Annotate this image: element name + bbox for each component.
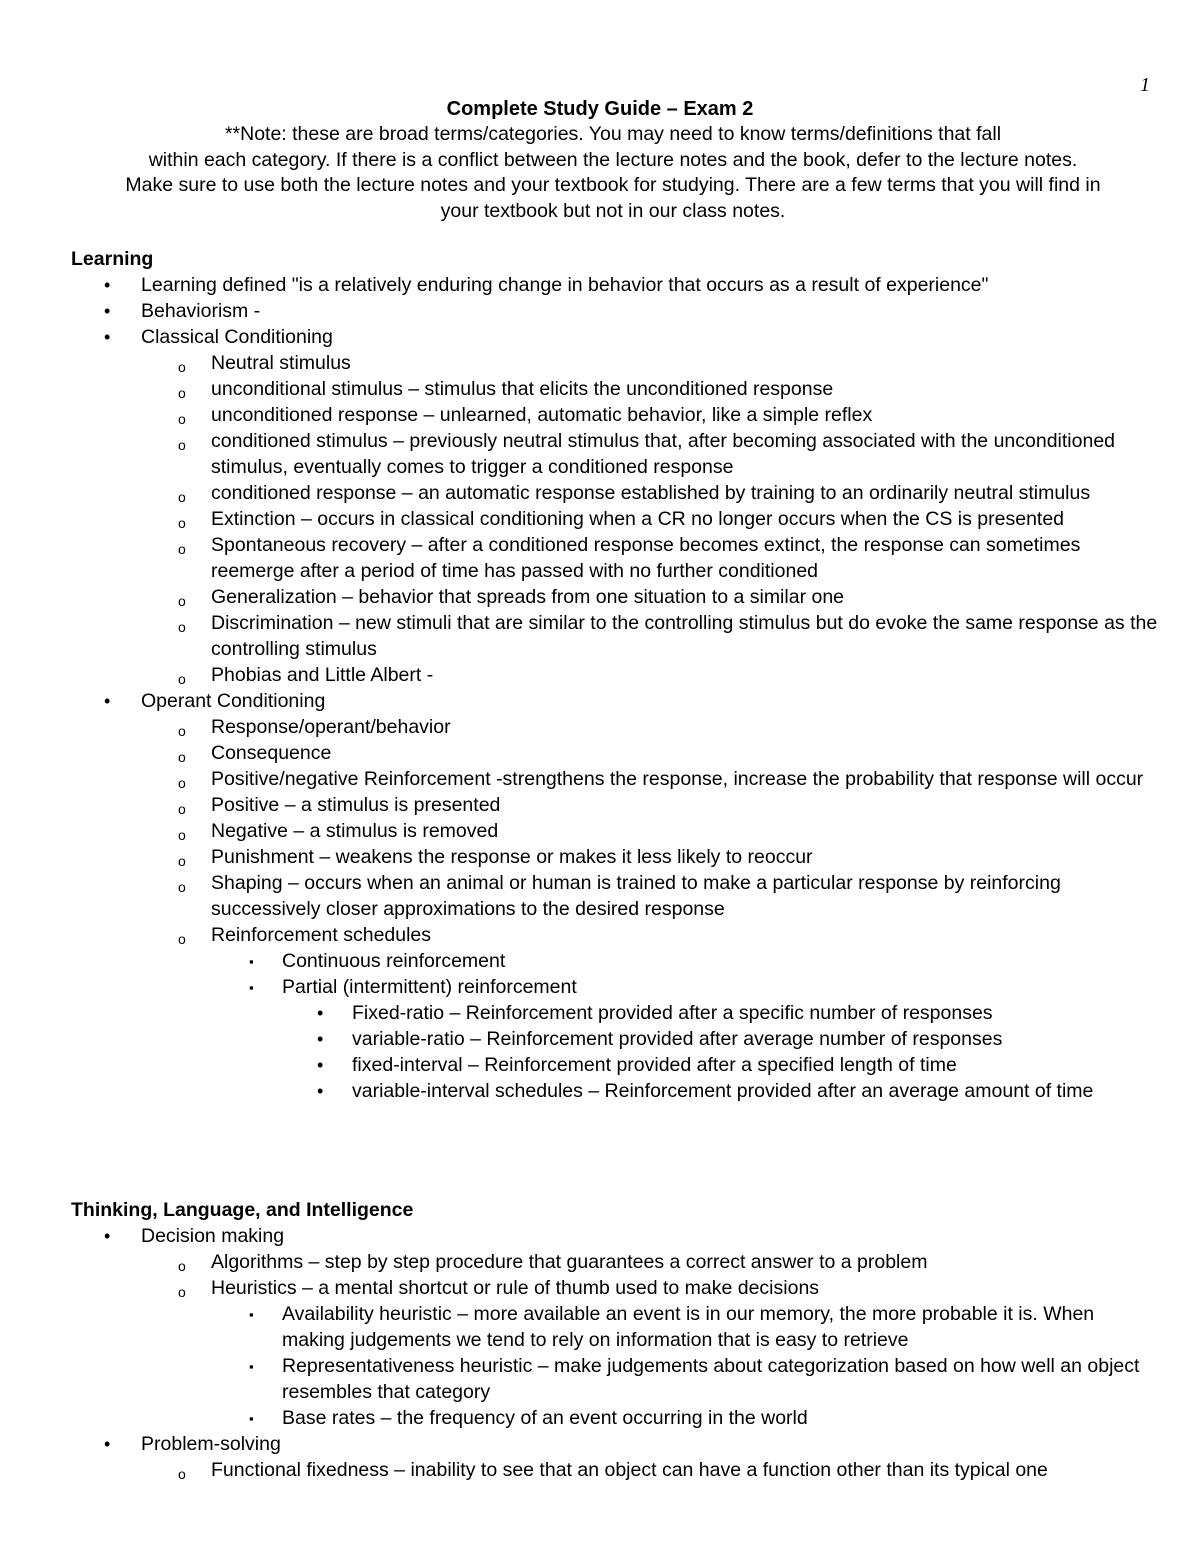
intro-line: Make sure to use both the lecture notes and your textbook for studying. There are a few terms that you will find in (125, 174, 1101, 196)
intro-line: your textbook but not in our class notes. (440, 199, 786, 222)
list-item (0, 662, 1200, 688)
list-item (0, 1052, 1200, 1078)
section-heading-thinking: Thinking, Language, and Intelligence (71, 1199, 414, 1221)
list-item-text: Positive – a stimulus is presented (211, 794, 501, 816)
list-item-text: Base rates – the frequency of an event occurring in the world (282, 1407, 808, 1429)
list-item (0, 1301, 1200, 1353)
bullet-icon: o (178, 515, 186, 531)
list-item (0, 974, 1200, 1000)
bullet-icon: • (104, 327, 111, 347)
list-item-text: conditioned response – an automatic response established by training to an ordinarily neutral stimulus (211, 482, 1091, 504)
list-item-text: Response/operant/behavior (211, 716, 451, 738)
list-item-text: Extinction – occurs in classical conditioning when a CR no longer occurs when the CS is presented (211, 508, 1065, 530)
bullet-icon: o (178, 437, 186, 453)
bullet-icon: o (178, 853, 186, 869)
list-item (0, 1457, 1200, 1483)
list-item-text: Classical Conditioning (141, 326, 333, 348)
learning-list (0, 272, 1200, 1104)
intro-line: **Note: these are broad terms/categories. You may need to know terms/definitions that fall (224, 123, 1002, 145)
bullet-icon: o (178, 385, 186, 401)
bullet-icon: o (178, 879, 186, 895)
list-item (0, 324, 1200, 350)
list-item (0, 1431, 1200, 1457)
bullet-icon: o (178, 1466, 186, 1482)
list-item (0, 532, 1200, 584)
list-item-text: variable-ratio – Reinforcement provided after average number of responses (352, 1028, 1003, 1050)
list-item-text: Spontaneous recovery – after a conditioned response becomes extinct, the response can sometimes reemerge after a period of time has passed with no further conditioned (211, 534, 1081, 582)
list-item-text: conditioned stimulus – previously neutral stimulus that, after becoming associated with the unconditioned stimulus, eventually comes to trigger a conditioned response (211, 430, 1116, 478)
list-item (0, 688, 1200, 714)
bullet-icon: o (178, 749, 186, 765)
bullet-icon: • (317, 1081, 324, 1101)
bullet-icon: • (104, 301, 111, 321)
document-title: Complete Study Guide – Exam 2 (446, 98, 754, 120)
intro-line: within each category. If there is a conflict between the lecture notes and the book, defer to the lecture notes. (148, 148, 1078, 171)
bullet-icon: o (178, 619, 186, 635)
section-heading-learning: Learning (71, 248, 154, 270)
list-item (0, 1000, 1200, 1026)
bullet-icon: ▪ (249, 980, 254, 995)
list-item (0, 298, 1200, 324)
list-item (0, 584, 1200, 610)
list-item-text: Neutral stimulus (211, 352, 351, 374)
list-item-text: Punishment – weakens the response or makes it less likely to reoccur (211, 846, 813, 868)
bullet-icon: ▪ (249, 1411, 254, 1426)
list-item-text: Discrimination – new stimuli that are similar to the controlling stimulus but do evoke the same response as the controlling stimulus (211, 612, 1158, 660)
list-item (0, 1275, 1200, 1301)
bullet-icon: • (104, 1226, 111, 1246)
bullet-icon: o (178, 827, 186, 843)
bullet-icon: • (104, 275, 111, 295)
list-item (0, 272, 1200, 298)
intro-note (60, 122, 1166, 224)
bullet-icon: • (104, 691, 111, 711)
bullet-icon: o (178, 593, 186, 609)
list-item-text: Phobias and Little Albert - (211, 664, 434, 686)
list-item-text: variable-interval schedules – Reinforcement provided after an average amount of time (352, 1080, 1094, 1102)
bullet-icon: ▪ (249, 954, 254, 969)
list-item-text: Heuristics – a mental shortcut or rule of thumb used to make decisions (211, 1277, 820, 1299)
bullet-icon: o (178, 359, 186, 375)
bullet-icon: ▪ (249, 1359, 254, 1374)
list-item-text: Functional fixedness – inability to see that an object can have a function other than its typical one (211, 1459, 1048, 1481)
list-item-text: Fixed-ratio – Reinforcement provided after a specific number of responses (352, 1002, 993, 1024)
list-item-text: Representativeness heuristic – make judgements about categorization based on how well an object resembles that category (282, 1355, 1140, 1403)
list-item (0, 1026, 1200, 1052)
list-item (0, 610, 1200, 662)
bullet-icon: • (317, 1003, 324, 1023)
list-item-text: Availability heuristic – more available an event is in our memory, the more probable it is. When making judgements we tend to rely on information that is easy to retrieve (282, 1303, 1095, 1351)
list-item (0, 350, 1200, 376)
bullet-icon: o (178, 671, 186, 687)
list-item-text: Generalization – behavior that spreads from one situation to a similar one (211, 586, 845, 608)
list-item (0, 506, 1200, 532)
list-item-text: Problem-solving (141, 1433, 281, 1455)
list-item-text: Behaviorism - (141, 300, 261, 322)
list-item (0, 740, 1200, 766)
list-item-text: fixed-interval – Reinforcement provided after a specified length of time (352, 1054, 957, 1076)
bullet-icon: o (178, 489, 186, 505)
bullet-icon: • (317, 1055, 324, 1075)
bullet-icon: o (178, 801, 186, 817)
bullet-icon: o (178, 931, 186, 947)
bullet-icon: o (178, 1258, 186, 1274)
list-item (0, 480, 1200, 506)
bullet-icon: • (317, 1029, 324, 1049)
list-item-text: Reinforcement schedules (211, 924, 432, 946)
list-item (0, 948, 1200, 974)
list-item (0, 402, 1200, 428)
list-item-text: Operant Conditioning (141, 690, 326, 712)
list-item (0, 766, 1200, 792)
list-item-text: Continuous reinforcement (282, 950, 506, 972)
list-item-text: unconditioned response – unlearned, automatic behavior, like a simple reflex (211, 404, 873, 426)
list-item-text: unconditional stimulus – stimulus that elicits the unconditioned response (211, 378, 834, 400)
list-item-text: Consequence (211, 742, 332, 764)
list-item (0, 376, 1200, 402)
thinking-list (0, 1223, 1200, 1483)
list-item (0, 714, 1200, 740)
bullet-icon: o (178, 411, 186, 427)
bullet-icon: o (178, 775, 186, 791)
list-item (0, 870, 1200, 922)
list-item (0, 844, 1200, 870)
bullet-icon: • (104, 1434, 111, 1454)
list-item-text: Partial (intermittent) reinforcement (282, 976, 577, 998)
list-item-text: Decision making (141, 1225, 285, 1247)
bullet-icon: o (178, 1284, 186, 1300)
bullet-icon: o (178, 723, 186, 739)
list-item-text: Positive/negative Reinforcement -strengthens the response, increase the probability that response will occur (211, 768, 1144, 790)
list-item (0, 818, 1200, 844)
list-item (0, 792, 1200, 818)
list-item (0, 428, 1200, 480)
list-item (0, 1249, 1200, 1275)
list-item (0, 922, 1200, 948)
page-number: 1 (1140, 74, 1150, 96)
list-item-text: Negative – a stimulus is removed (211, 820, 499, 842)
list-item (0, 1223, 1200, 1249)
bullet-icon: o (178, 541, 186, 557)
list-item-text: Algorithms – step by step procedure that guarantees a correct answer to a problem (211, 1251, 928, 1273)
list-item-text: Learning defined "is a relatively enduring change in behavior that occurs as a result of experience" (141, 274, 989, 296)
list-item (0, 1078, 1200, 1104)
list-item (0, 1405, 1200, 1431)
list-item (0, 1353, 1200, 1405)
list-item-text: Shaping – occurs when an animal or human is trained to make a particular response by reinforcing successively closer approximations to the desired response (211, 872, 1061, 920)
bullet-icon: ▪ (249, 1307, 254, 1322)
